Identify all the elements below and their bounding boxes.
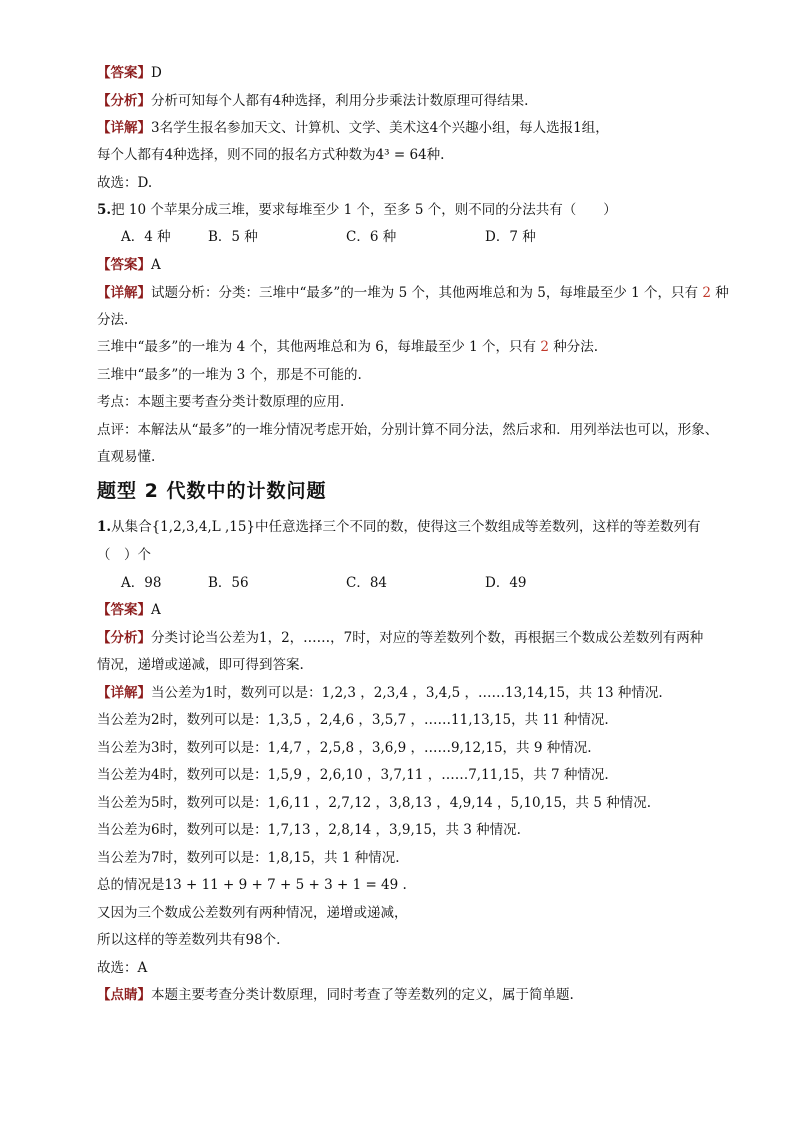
q5-option-a: A．4 种 xyxy=(121,229,171,245)
answer-tag: 【答案】 xyxy=(97,257,151,273)
s2q1-option-c: C．84 xyxy=(346,575,388,591)
s2q1-conclusion: 所以这样的等差数列共有98个. xyxy=(97,932,281,948)
q4-detail-line-1 xyxy=(97,119,609,137)
detail-number: 2 xyxy=(702,285,711,301)
detail-text: 三堆中“最多”的一堆为 4 个，其他两堆总和为 6，每堆最至少 1 个，只有 xyxy=(97,339,541,355)
s2q1-stem xyxy=(97,518,701,536)
s2q1-total: 总的情况是13 + 11 + 9 + 7 + 5 + 3 + 1 = 49 . xyxy=(97,877,407,893)
s2q1-detail-line-7: 当公差为7时，数列可以是：1,8,15，共 1 种情况. xyxy=(97,850,400,866)
detail-text: 试题分析：分类：三堆中“最多”的一堆为 5 个，其他两堆总和为 5，每堆最至少 1 个，只有 xyxy=(151,285,703,301)
q5-dianping-2: 直观易懂. xyxy=(97,449,156,465)
q5-detail-line-1 xyxy=(97,284,729,302)
s2q1-detail-line-3: 当公差为3时，数列可以是：1,4,7 ，2,5,8 ，3,6,9 ，……9,12,15，共 9 种情况. xyxy=(97,740,592,756)
answer-value: A xyxy=(151,257,161,273)
s2q1-option-d: D．49 xyxy=(485,575,527,591)
analysis-tag: 【分析】 xyxy=(97,93,151,109)
answer-value: A xyxy=(151,602,161,618)
detail-number: 2 xyxy=(540,339,549,355)
answer-value: D xyxy=(151,65,162,81)
s2q1-analysis-line-2: 情况，递增或递减，即可得到答案. xyxy=(97,657,304,673)
s2q1-detail-line-6: 当公差为6时，数列可以是：1,7,13 ，2,8,14 ，3,9,15，共 3 种情况. xyxy=(97,822,521,838)
q5-answer-line xyxy=(97,256,161,274)
s2q1-stem-2: （ ）个 xyxy=(97,547,151,563)
question-number: 1. xyxy=(97,519,112,535)
s2q1-detail-line-5: 当公差为5时，数列可以是：1,6,11 ，2,7,12 ，3,8,13 ，4,9,14 ，5,10,15，共 5 种情况. xyxy=(97,795,652,811)
s2q1-choose: 故选：A xyxy=(97,960,148,976)
s2q1-option-a: A．98 xyxy=(121,575,162,591)
question-number: 5. xyxy=(97,202,112,218)
q5-detail-line-1-cont: 分法. xyxy=(97,312,129,328)
analysis-tag: 【分析】 xyxy=(97,630,151,646)
detail-text: 当公差为1时，数列可以是：1,2,3 ，2,3,4 ，3,4,5 ，……13,14,15，共 13 种情况. xyxy=(151,685,663,701)
s2q1-detail-line-2: 当公差为2时，数列可以是：1,3,5 ，2,4,6 ，3,5,7 ，……11,13,15，共 11 种情况. xyxy=(97,712,609,728)
s2q1-option-b: B．56 xyxy=(208,575,249,591)
q5-stem xyxy=(97,201,617,219)
q4-answer-line xyxy=(97,64,162,82)
detail-tag: 【详解】 xyxy=(97,685,151,701)
analysis-text: 分析可知每个人都有4种选择，利用分步乘法计数原理可得结果. xyxy=(151,93,529,109)
comment-tag: 【点睛】 xyxy=(97,987,151,1003)
comment-text: 本题主要考查分类计数原理，同时考查了等差数列的定义，属于简单题. xyxy=(151,987,574,1003)
q5-detail-line-3: 三堆中“最多”的一堆为 3 个，那是不可能的. xyxy=(97,367,362,383)
q5-dianping-1: 点评：本解法从“最多”的一堆分情况考虑开始，分别计算不同分法，然后求和．用列举法也可以，形象、 xyxy=(97,422,719,438)
s2q1-detail-line-4: 当公差为4时，数列可以是：1,5,9 ，2,6,10 ，3,7,11 ，……7,11,15，共 7 种情况. xyxy=(97,767,609,783)
detail-tag: 【详解】 xyxy=(97,285,151,301)
s2q1-detail-line-1 xyxy=(97,684,663,702)
analysis-text: 分类讨论当公差为1，2，……，7时，对应的等差数列个数，再根据三个数成公差数列有两种 xyxy=(151,630,704,646)
answer-tag: 【答案】 xyxy=(97,65,151,81)
q5-option-b: B．5 种 xyxy=(208,229,258,245)
s2q1-answer-line xyxy=(97,601,161,619)
question-text: 把 10 个苹果分成三堆，要求每堆至少 1 个，至多 5 个，则不同的分法共有（ ） xyxy=(111,202,617,218)
question-text: 从集合{1,2,3,4,L ,15}中任意选择三个不同的数，使得这三个数组成等差数列，这样的等差数列有 xyxy=(111,519,701,535)
q5-kaodian: 考点：本题主要考查分类计数原理的应用. xyxy=(97,394,345,410)
q5-detail-line-2 xyxy=(97,338,598,356)
q5-option-d: D．7 种 xyxy=(485,229,536,245)
detail-text-end: 种分法. xyxy=(548,339,599,355)
detail-text: 3名学生报名参加天文、计算机、文学、美术这4个兴趣小组，每人选报1组， xyxy=(151,120,609,136)
s2q1-analysis-line-1 xyxy=(97,629,703,647)
detail-text-end: 种 xyxy=(710,285,729,301)
q4-analysis-line xyxy=(97,92,528,110)
s2q1-reason: 又因为三个数成公差数列有两种情况，递增或递减， xyxy=(97,905,408,921)
answer-tag: 【答案】 xyxy=(97,602,151,618)
q4-detail-line-2: 每个人都有4种选择，则不同的报名方式种数为4³ = 64种. xyxy=(97,147,445,163)
section-heading: 题型 2 代数中的计数问题 xyxy=(97,480,327,502)
detail-tag: 【详解】 xyxy=(97,120,151,136)
q5-option-c: C．6 种 xyxy=(346,229,397,245)
s2q1-comment-line xyxy=(97,986,574,1004)
q4-choose: 故选：D. xyxy=(97,175,153,191)
